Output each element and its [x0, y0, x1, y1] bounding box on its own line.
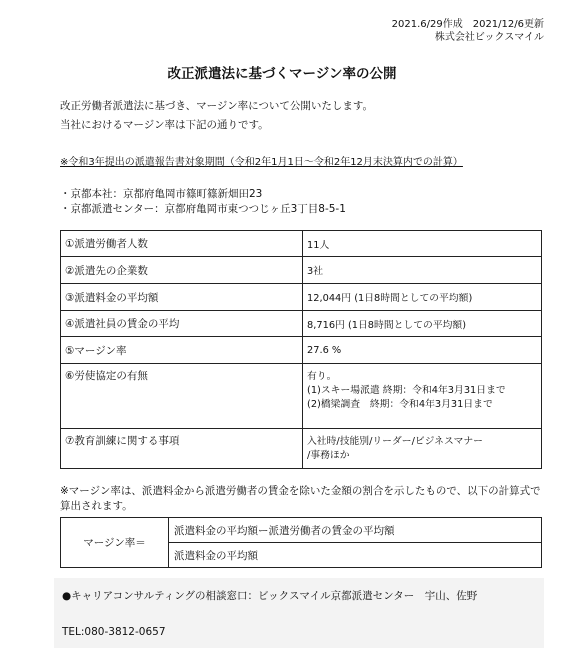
- contact-tel: TEL:080-3812-0657: [62, 626, 166, 638]
- table-row: [61, 311, 542, 337]
- formula-denominator: 派遣料金の平均額: [169, 543, 542, 568]
- table-row: [61, 364, 542, 429]
- value-line: 入社時/技能別/リーダー/ビジネスマナー: [307, 436, 483, 447]
- page-title: 改正派遣法に基づくマージン率の公開: [167, 66, 397, 82]
- row-label: ⑤マージン率: [61, 337, 303, 364]
- office-center: ・京都派遣センター：京都府亀岡市東つつじヶ丘3丁目8-5-1: [60, 203, 346, 215]
- row-label: ①派遣労働者人数: [61, 231, 303, 257]
- formula-note: ※マージン率は、派遣料金から派遣労働者の賃金を除いた金額の割合を示したもので、以下の計算式で算出されます。: [60, 485, 541, 512]
- table-row: [61, 257, 542, 284]
- row-value: 27.6 %: [303, 337, 542, 364]
- table-row: [61, 429, 542, 469]
- company-name: 株式会社ビックスマイル: [434, 32, 544, 43]
- margin-info-table: [60, 230, 542, 469]
- table-row: [61, 337, 542, 364]
- value-line: (2)橋梁調査 終期：令和4年3月31日まで: [307, 399, 493, 410]
- value-line: 有り。: [307, 371, 337, 382]
- row-value: [303, 429, 542, 469]
- row-value: 12,044円 (1日8時間としての平均額): [303, 284, 542, 311]
- row-value: [303, 364, 542, 429]
- value-line: (1)スキー場派遣 終期：令和4年3月31日まで: [307, 385, 506, 396]
- formula-numerator: 派遣料金の平均額ー派遣労働者の賃金の平均額: [169, 518, 542, 543]
- date-line: 2021.6/29作成 2021/12/6更新: [391, 19, 544, 30]
- row-value: 11人: [303, 231, 542, 257]
- formula-table: [60, 517, 542, 568]
- row-value: 8,716円 (1日8時間としての平均額): [303, 311, 542, 337]
- row-label: ⑦教育訓練に関する事項: [61, 429, 303, 469]
- row-label: ⑥労使協定の有無: [61, 364, 303, 429]
- period-note: ※令和3年提出の派遣報告書対象期間（令和2年1月1日～令和2年12月末決算内での計算）: [60, 157, 463, 168]
- formula-row: [61, 518, 542, 543]
- table-row: [61, 231, 542, 257]
- contact-line: ●キャリアコンサルティングの相談窓口：ビックスマイル京都派遣センター 宇山、佐野: [62, 590, 478, 602]
- value-line: /事務ほか: [307, 450, 350, 461]
- office-hq: ・京都本社：京都府亀岡市篠町篠新畑田23: [60, 188, 263, 200]
- row-label: ②派遣先の企業数: [61, 257, 303, 284]
- row-value: 3社: [303, 257, 542, 284]
- intro-line-2: 当社におけるマージン率は下記の通りです。: [60, 119, 269, 131]
- formula-label: マージン率＝: [61, 518, 169, 568]
- table-row: [61, 284, 542, 311]
- row-label: ④派遣社員の賃金の平均: [61, 311, 303, 337]
- row-label: ③派遣料金の平均額: [61, 284, 303, 311]
- intro-line-1: 改正労働者派遣法に基づき、マージン率について公開いたします。: [60, 100, 374, 112]
